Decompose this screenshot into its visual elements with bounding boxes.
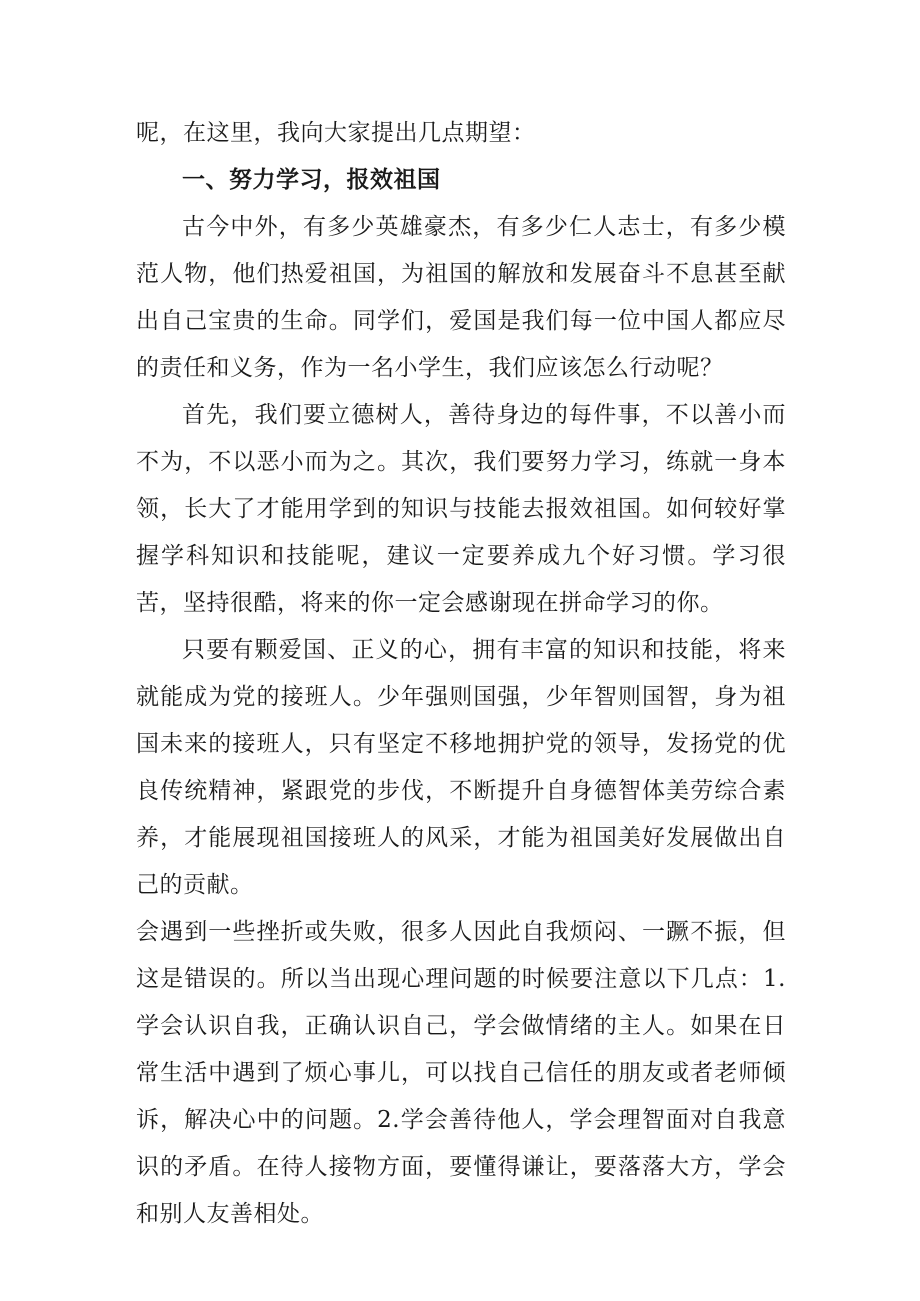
paragraph-successor: 只要有颗爱国、正义的心，拥有丰富的知识和技能，将来就能成为党的接班人。少年强则国强，少年智则国智，身为祖国未来的接班人，只有坚定不移地拥护党的领导，发扬党的优良传统精神，紧跟党的步伐，不断提升自身德智体美劳综合素养，才能展现祖国接班人的风采，才能为祖国美好发展做出自己的贡献。 (136, 637, 786, 898)
intro-line: 呢，在这里，我向大家提出几点期望： (136, 120, 536, 146)
paragraph-first-study: 首先，我们要立德树人，善待身边的每件事，不以善小而不为，不以恶小而为之。其次，我们要努力学习，练就一身本领，长大了才能用学到的知识与技能去报效祖国。如何较好掌握学科知识和技能呢，建议一定要养成九个好习惯。学习很苦，坚持很酷，将来的你一定会感谢现在拼命学习的你。 (136, 402, 786, 616)
section-heading: 一、努力学习，报效祖国 (182, 167, 441, 193)
paragraph-psychology: 会遇到一些挫折或失败，很多人因此自我烦闷、一蹶不振，但这是错误的。所以当出现心理问题的时候要注意以下几点：1.学会认识自我，正确认识自己，学会做情绪的主人。如果在日常生活中遇到了烦心事儿，可以找自己信任的朋友或者老师倾诉，解决心中的问题。2.学会善待他人，学会理智面对自我意识的矛盾。在待人接物方面，要懂得谦让，要落落大方，学会和别人友善相处。 (136, 919, 786, 1227)
paragraph-heroes: 古今中外，有多少英雄豪杰，有多少仁人志士，有多少模范人物，他们热爱祖国，为祖国的解放和发展奋斗不息甚至献出自己宝贵的生命。同学们，爱国是我们每一位中国人都应尽的责任和义务，作为一名小学生，我们应该怎么行动呢？ (136, 214, 786, 381)
document-body (136, 110, 786, 1238)
